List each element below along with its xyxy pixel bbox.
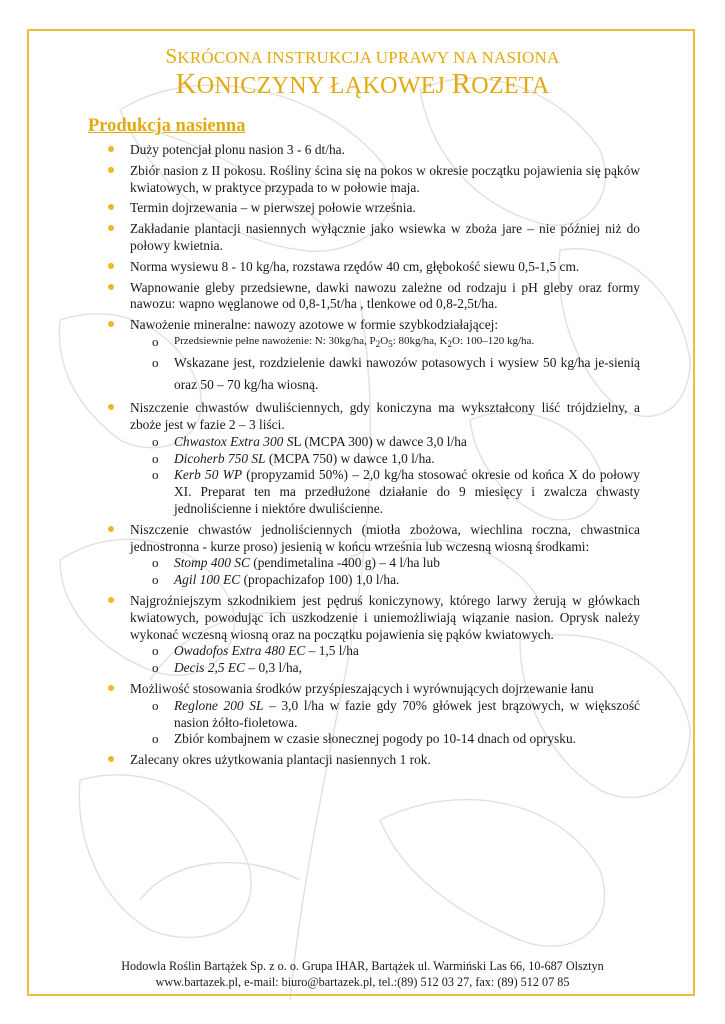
list-item: Niszczenie chwastów dwuliściennych, gdy koniczyna ma wykształcony liść trójdzielny, a zboże jest w fazie 2 – 3 liści. o Chwastox Extra 300 SL (MCPA 300) w dawce 3,0 l/ha o Dicoherb 750 SL (MCPA 750) w dawce 1,0 l/ha. o Kerb 50 WP (propyzamid 50%) – 2,0 kg/ha stosować okresie od końca X do połowy XI. Preparat ten ma przedłużone działanie do 9 miesięcy i zwalcza chwasty jednoliścienne i niektóre dwuliścienne. [106,400,640,518]
bullet-icon [108,284,114,290]
sub-list-item: o Owadofos Extra 480 EC – 1,5 l/ha [152,643,359,659]
list-item: Wapnowanie gleby przedsiewne, dawki nawozu zależne od rodzaju i pH gleby oraz formy nawozu: wapno węglanowe od 0,8-1,5t/ha , tlenkowe od 0,8-2,5t/ha. [106,280,640,314]
circle-bullet-icon: o [152,697,159,713]
circle-bullet-icon: o [152,643,159,659]
sub-list-item: o Dicoherb 750 SL (MCPA 750) w dawce 1,0 l/ha. [152,450,435,466]
list-item: Zalecany okres użytkowania plantacji nasiennych 1 rok. [106,752,640,769]
circle-bullet-icon: o [152,433,159,449]
circle-bullet-icon: o [152,333,159,349]
sub-list [130,643,640,677]
list-item: Norma wysiewu 8 - 10 kg/ha, rozstawa rzędów 40 cm, głębokość siewu 0,5-1,5 cm. [106,259,640,276]
bullet-icon [108,204,114,210]
list-item: Zakładanie plantacji nasiennych wyłącznie jako wsiewka w zboża jare – nie później niż do połowy kwietnia. [106,221,640,255]
sub-list-item: o Zbiór kombajnem w czasie słonecznej pogody po 10-14 dnach od oprysku. [152,731,576,747]
sub-list-item: o Kerb 50 WP (propyzamid 50%) – 2,0 kg/ha stosować okresie od końca X do połowy XI. Preparat ten ma przedłużone działanie do 9 miesięcy i zwalcza chwasty jednoliścienne i niektóre dwuliścienne. [152,467,640,516]
list-item: Duży potencjał plonu nasion 3 - 6 dt/ha. [106,142,640,159]
section-heading: Produkcja nasienna [88,116,246,136]
footer-address: Hodowla Roślin Bartążek Sp. z o. o. Grupa IHAR, Bartążek ul. Warmiński Las 66, 10-687 Olsztyn [121,959,604,973]
bullet-icon [108,404,114,410]
bullet-icon [108,321,114,327]
list-item: Niszczenie chwastów jednoliściennych (miotła zbożowa, wiechlina roczna, chwastnica jednostronna - kurze proso) jesienią w końcu września lub wczesną wiosną środkami: o Stomp 400 SC (pendimetalina -400 g) – 4 l/ha lub o Agil 100 EC (propachizafop 100) 1,0 l/ha. [106,522,640,589]
sub-list [130,698,640,748]
circle-bullet-icon: o [152,450,159,466]
sub-list [130,555,640,589]
circle-bullet-icon: o [152,355,159,371]
list-item: Najgroźniejszym szkodnikiem jest pędruś koniczynowy, którego larwy żerują w główkach kwiatowych, powodując ich uszkodzenie i uniemożliwiają wiązanie nasion. Oprysk należy wykonać wczesną wiosną oraz na początku pojawienia się pąków kwiatowych. o Owadofos Extra 480 EC – 1,5 l/ha o Decis 2,5 EC – 0,3 l/ha, [106,593,640,677]
bullet-icon [108,526,114,532]
document-title-line1: SKRÓCONA INSTRUKCJA UPRAWY NA NASIONA [165,44,560,68]
sub-list-item: o Chwastox Extra 300 SL (MCPA 300) w dawce 3,0 l/ha [152,433,467,449]
sub-list [130,334,640,396]
bullet-icon [108,597,114,603]
sub-list-item: o Agil 100 EC (propachizafop 100) 1,0 l/ha. [152,572,400,588]
footer [0,958,725,990]
sub-list-item: o Przedsiewnie pełne nawożenie: N: 30kg/ha, $P_2O_5$: 80kg/ha, $K_2O$: 100–120 kg/ha. [152,333,535,350]
bullet-icon [108,685,114,691]
list-item: Termin dojrzewania – w pierwszej połowie września. [106,200,640,217]
instruction-list [106,142,640,773]
document-title-line2: KONICZYNY ŁĄKOWEJ ROZETA [175,68,550,100]
list-item: Możliwość stosowania środków przyśpieszających i wyrównujących dojrzewanie łanu o Reglone 200 SL – 3,0 l/ha w fazie gdy 70% główek jest brązowych, w większość nasion żółto-fioletowa. o Zbiór kombajnem w czasie słonecznej pogody po 10-14 dnach od oprysku. [106,681,640,748]
bullet-icon [108,146,114,152]
list-item: Zbiór nasion z II pokosu. Rośliny ścina się na pokos w okresie początku pojawienia się pąków kwiatowych, w praktyce przypada to w połowie maja. [106,163,640,197]
circle-bullet-icon: o [152,467,159,483]
list-item: Nawożenie mineralne: nawozy azotowe w formie szybkodziałającej: o Przedsiewnie pełne nawożenie: N: 30kg/ha, $P_2O_5$: 80kg/ha, $K_2O$: 100–120 kg/ha. o Wskazane jest, rozdzielenie dawki nawozów potasowych i wysiew 50 kg/ha je-sienią oraz 50 – 70 kg/ha wiosną. [106,317,640,396]
sub-list-item: o Wskazane jest, rozdzielenie dawki nawozów potasowych i wysiew 50 kg/ha je-sienią oraz 50 – 70 kg/ha wiosną. [130,352,640,396]
sub-list-item: o Decis 2,5 EC – 0,3 l/ha, [152,660,302,676]
bullet-icon [108,225,114,231]
circle-bullet-icon: o [152,555,159,571]
bullet-icon [108,167,114,173]
circle-bullet-icon: o [152,660,159,676]
bullet-icon [108,756,114,762]
circle-bullet-icon: o [152,731,159,747]
sub-list-item: o Reglone 200 SL – 3,0 l/ha w fazie gdy 70% główek jest brązowych, w większość nasion żółto-fioletowa. [152,697,641,730]
bullet-icon [108,263,114,269]
sub-list-item: o Stomp 400 SC (pendimetalina -400 g) – 4 l/ha lub [152,555,440,571]
sub-list [130,434,640,518]
footer-contact: www.bartazek.pl, e-mail: biuro@bartazek.pl, tel.:(89) 512 03 27, fax: (89) 512 07 85 [155,975,570,989]
circle-bullet-icon: o [152,572,159,588]
